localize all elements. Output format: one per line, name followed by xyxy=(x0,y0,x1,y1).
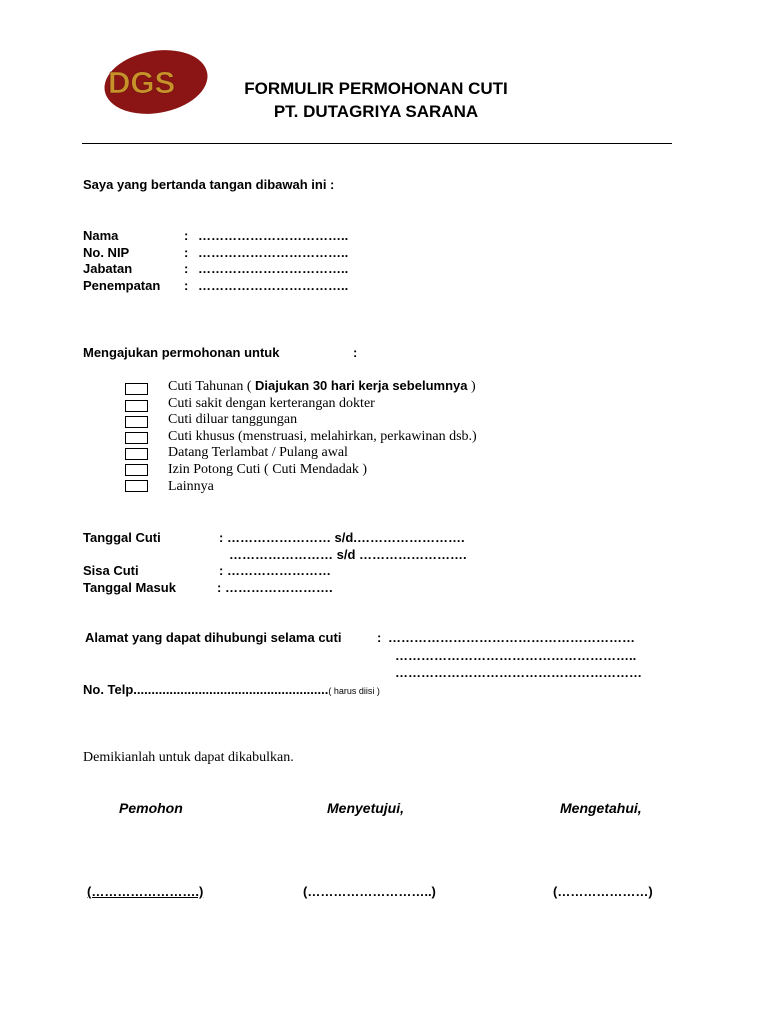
field-alamat-1[interactable]: ………………………………………………… xyxy=(388,630,635,645)
option-cuti-tahunan-prefix: Cuti Tahunan ( xyxy=(168,379,256,394)
signature-mengetahui-label: Mengetahui, xyxy=(560,800,642,816)
field-sisa-cuti[interactable]: : …………………… xyxy=(219,563,331,578)
field-tanggal-masuk[interactable]: : ……………………. xyxy=(217,580,333,595)
colon-alamat: : xyxy=(377,630,382,645)
field-nama[interactable]: …………………………….. xyxy=(198,228,349,243)
label-telp: No. Telp...................................................... xyxy=(83,682,329,697)
company-logo xyxy=(104,48,214,120)
phone-row[interactable] xyxy=(83,682,380,697)
signature-menyetujui-blank[interactable]: (………………………..) xyxy=(303,884,436,899)
label-jabatan: Jabatan xyxy=(83,261,133,276)
signature-mengetahui-blank[interactable]: (…………………) xyxy=(553,884,653,899)
option-cuti-diluar: Cuti diluar tanggungan xyxy=(168,412,298,427)
checkbox-terlambat[interactable] xyxy=(125,448,148,460)
field-alamat-3[interactable]: ………………………………………………… xyxy=(395,665,642,680)
option-lainnya: Lainnya xyxy=(168,479,214,494)
label-sisa-cuti: Sisa Cuti xyxy=(83,563,139,578)
option-cuti-khusus: Cuti khusus (menstruasi, melahirkan, perkawinan dsb.) xyxy=(168,429,477,444)
company-name: PT. DUTAGRIYA SARANA xyxy=(273,102,479,121)
checkbox-izin-potong[interactable] xyxy=(125,464,148,476)
form-title: FORMULIR PERMOHONAN CUTI xyxy=(244,79,508,98)
option-cuti-tahunan-note: Diajukan 30 hari kerja sebelumnya xyxy=(255,378,468,393)
colon-nama: : xyxy=(184,228,189,243)
logo-graphic xyxy=(104,48,214,120)
field-penempatan[interactable]: …………………………….. xyxy=(198,278,349,293)
logo-text: DGS xyxy=(108,65,176,100)
field-tanggal-cuti-2[interactable]: …………………… s/d ……………………. xyxy=(229,547,467,562)
label-penempatan: Penempatan xyxy=(83,278,161,293)
request-colon: : xyxy=(353,345,358,360)
option-izin-potong: Izin Potong Cuti ( Cuti Mendadak ) xyxy=(168,462,368,477)
field-jabatan[interactable]: …………………………….. xyxy=(198,261,349,276)
label-nama: Nama xyxy=(83,228,119,243)
phone-note: ( harus diisi ) xyxy=(328,686,380,696)
label-tanggal-masuk: Tanggal Masuk xyxy=(83,580,176,595)
colon-nip: : xyxy=(184,245,189,260)
option-terlambat: Datang Terlambat / Pulang awal xyxy=(168,445,348,460)
option-cuti-tahunan-suffix: ) xyxy=(467,379,476,394)
option-cuti-tahunan xyxy=(168,378,476,395)
colon-jabatan: : xyxy=(184,261,189,276)
field-nip[interactable]: …………………………….. xyxy=(198,245,349,260)
intro-text: Saya yang bertanda tangan dibawah ini : xyxy=(83,177,335,192)
field-alamat-2[interactable]: ……………………………………………….. xyxy=(395,648,637,663)
field-tanggal-cuti-1[interactable]: : …………………… s/d.……………………. xyxy=(219,530,465,545)
label-tanggal-cuti: Tanggal Cuti xyxy=(83,530,161,545)
checkbox-cuti-sakit[interactable] xyxy=(125,400,148,412)
label-nip: No. NIP xyxy=(83,245,130,260)
request-label: Mengajukan permohonan untuk xyxy=(83,345,280,360)
signature-pemohon-blank[interactable]: (…………………….) xyxy=(87,884,204,899)
checkbox-cuti-tahunan[interactable] xyxy=(125,383,148,395)
closing-text: Demikianlah untuk dapat dikabulkan. xyxy=(83,750,294,765)
colon-penempatan: : xyxy=(184,278,189,293)
option-cuti-sakit: Cuti sakit dengan kerterangan dokter xyxy=(168,396,375,411)
checkbox-lainnya[interactable] xyxy=(125,480,148,492)
checkbox-cuti-khusus[interactable] xyxy=(125,432,148,444)
header-divider xyxy=(82,143,672,144)
checkbox-cuti-diluar[interactable] xyxy=(125,416,148,428)
signature-pemohon-label: Pemohon xyxy=(119,800,183,816)
signature-menyetujui-label: Menyetujui, xyxy=(327,800,405,816)
label-alamat: Alamat yang dapat dihubungi selama cuti xyxy=(85,630,342,645)
